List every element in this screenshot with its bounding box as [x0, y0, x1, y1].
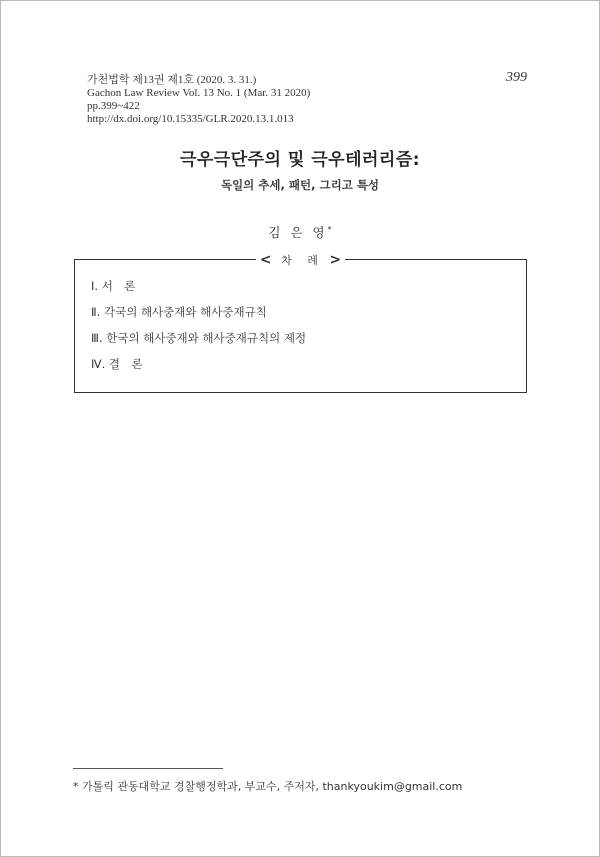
author-footnote-mark: *	[327, 224, 332, 234]
paper-title: 극우극단주의 및 극우테러리즘:	[179, 150, 421, 170]
author-footnote: * 가톨릭 관동대학교 경찰행정학과, 부교수, 주저자, thankyoukim@gmail.com	[73, 780, 463, 793]
journal-header	[87, 74, 310, 126]
toc-heading	[75, 251, 526, 269]
toc-item-introduction[interactable]: Ⅰ. 서 론	[91, 279, 136, 293]
toc-item-conclusion[interactable]: Ⅳ. 결 론	[91, 357, 143, 371]
journal-name-ko: 가천법학 제13권 제1호 (2020. 3. 31.)	[87, 74, 257, 86]
toc-label: 차 례	[281, 254, 324, 267]
author-line	[1, 223, 599, 241]
footnote-divider	[73, 768, 223, 769]
doi-link[interactable]: http://dx.doi.org/10.15335/GLR.2020.13.1.013	[87, 113, 294, 125]
page-number: 399	[506, 70, 527, 85]
page-range: pp.399~422	[87, 100, 140, 112]
toc-item-arbitration-by-country[interactable]: Ⅱ. 각국의 해사중재와 해사중재규칙	[91, 305, 267, 319]
paper-subtitle: 독일의 추세, 패턴, 그리고 특성	[220, 178, 380, 192]
table-of-contents	[74, 252, 527, 393]
toc-list	[91, 277, 306, 381]
journal-name-en: Gachon Law Review Vol. 13 No. 1 (Mar. 31 2020)	[87, 87, 311, 99]
chevron-right-icon: >	[329, 252, 342, 268]
author-name: 김 은 영	[268, 225, 328, 240]
toc-item-korea-arbitration[interactable]: Ⅲ. 한국의 해사중재와 해사중재규칙의 제정	[91, 331, 307, 345]
chevron-left-icon: <	[259, 252, 272, 268]
